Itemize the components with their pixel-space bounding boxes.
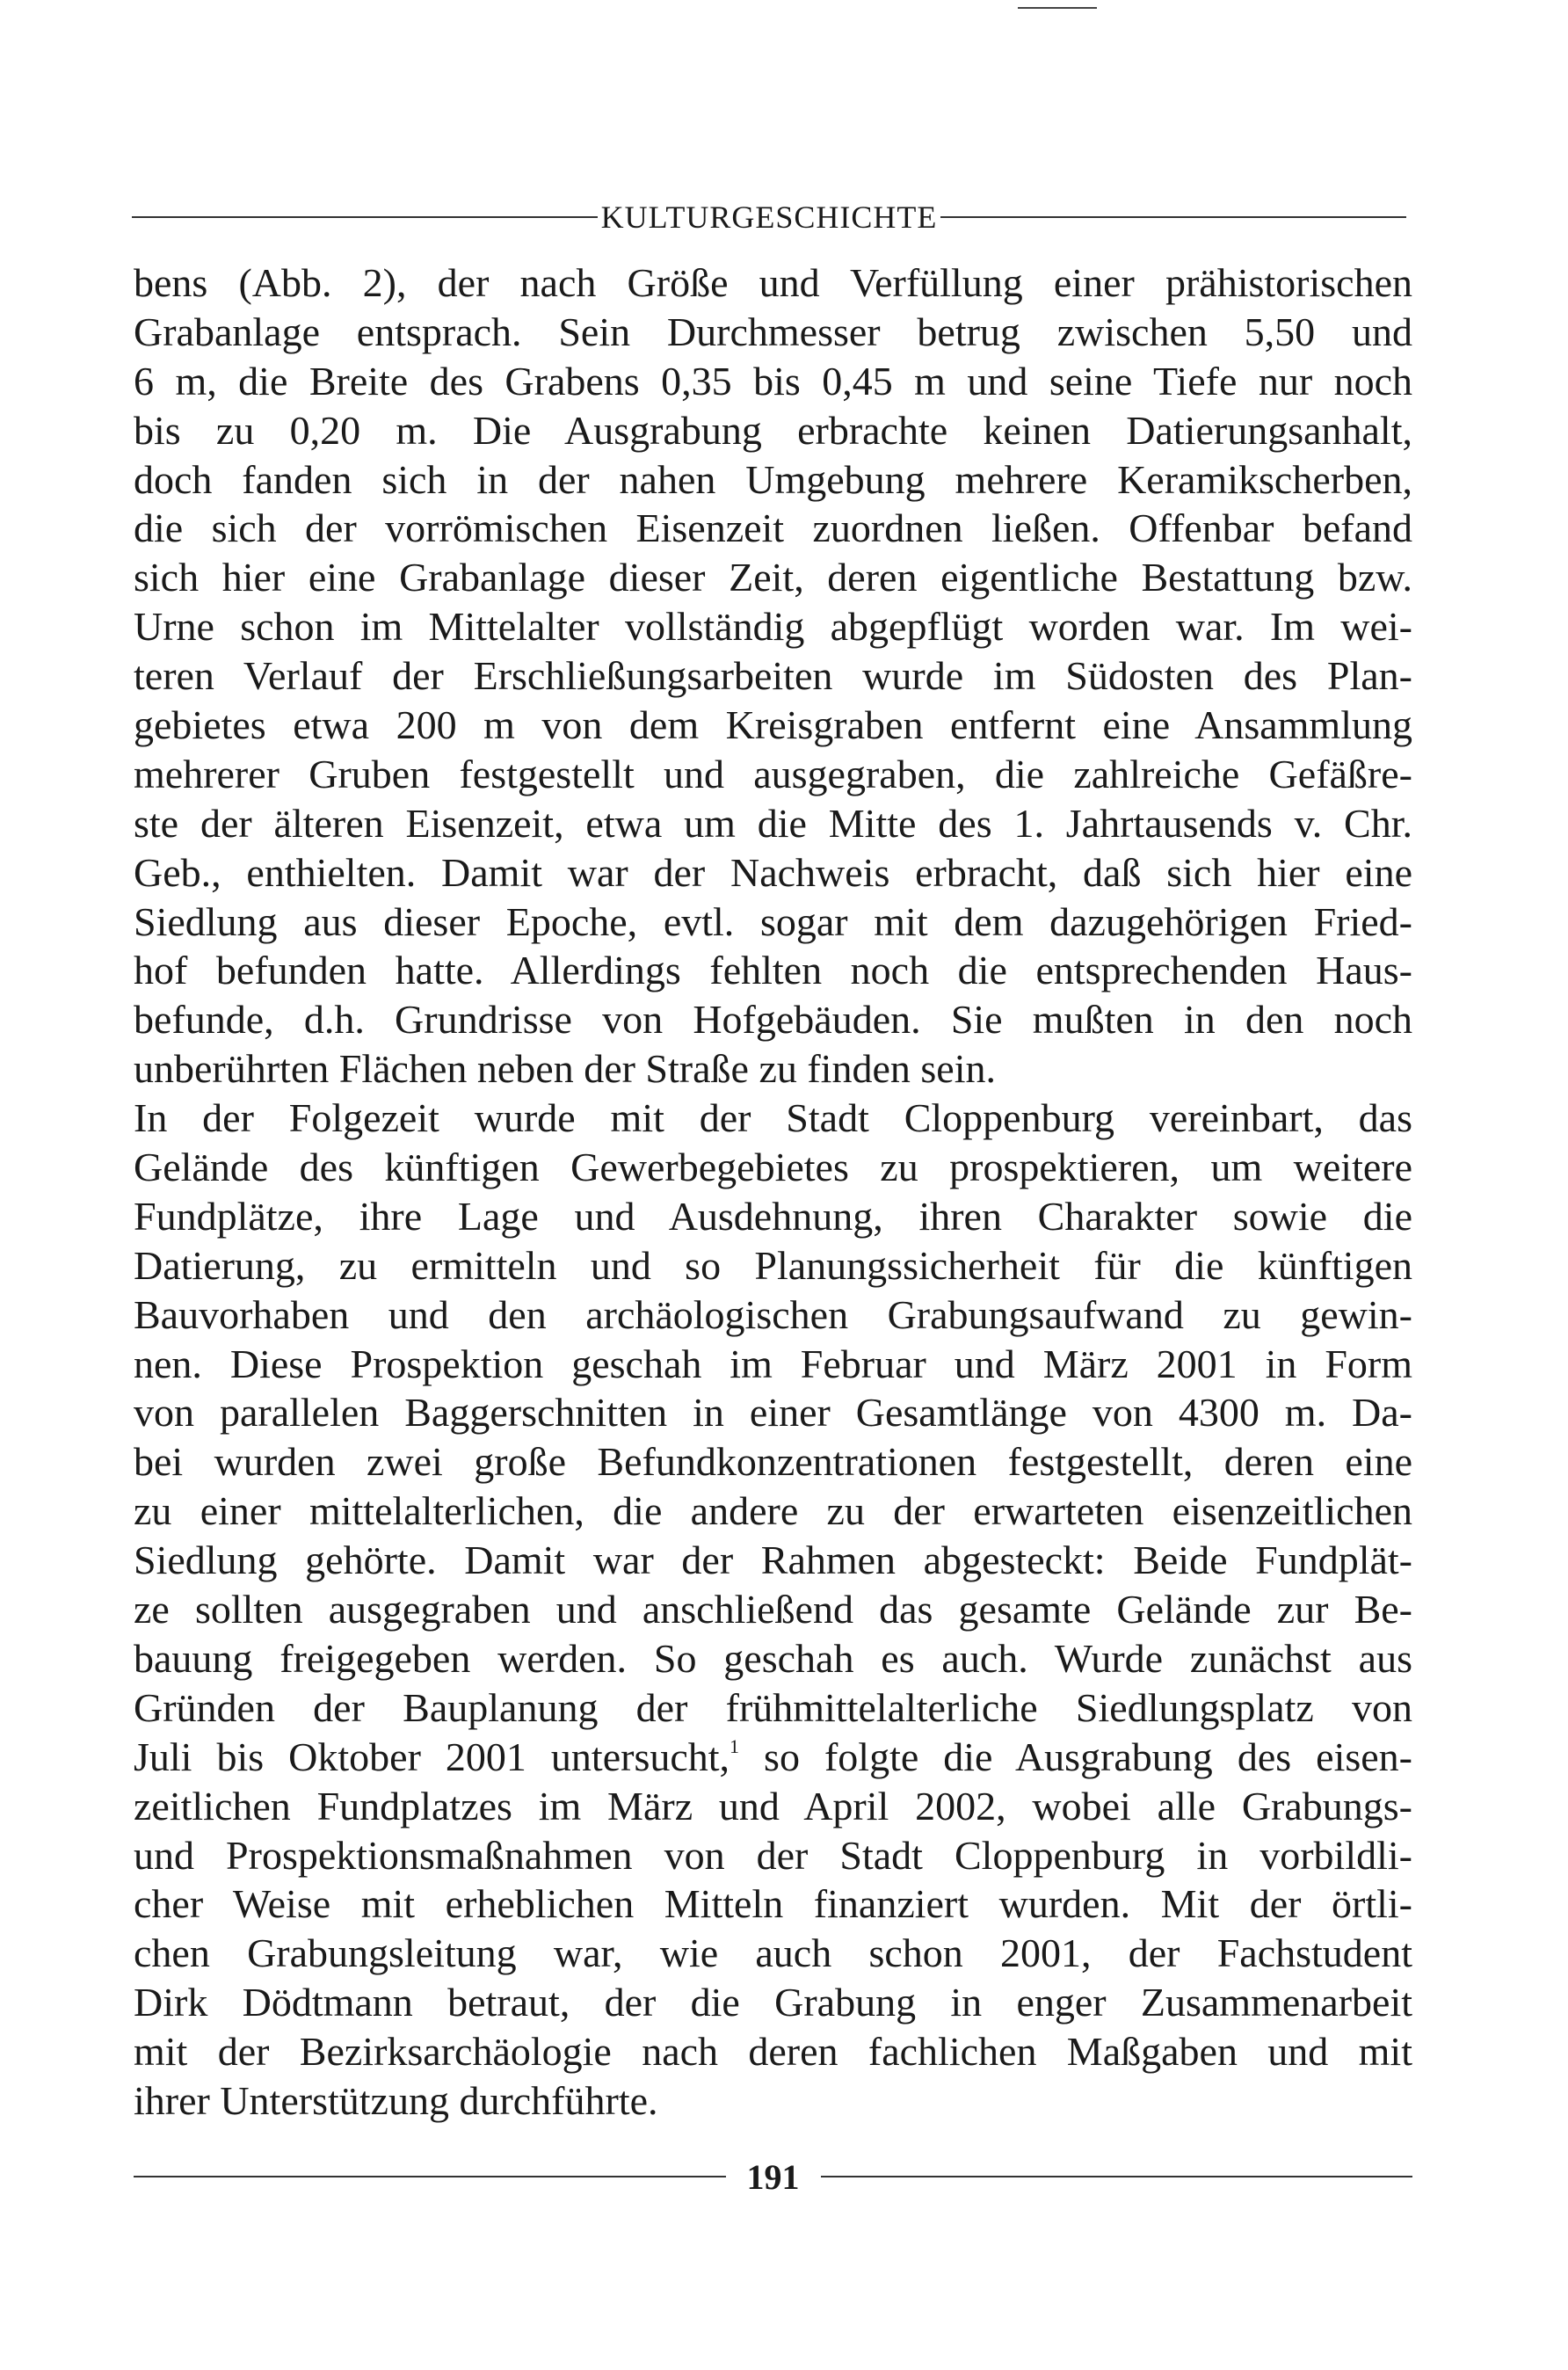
text-line: Grabanlage entsprach. Sein Durchmesser betrug zwischen 5,50 und [134, 309, 1412, 354]
text-line: mit der Bezirksarchäologie nach deren fachlichen Maßgaben und mit [134, 2029, 1412, 2075]
text-line: bauung freigegeben werden. So geschah es auch. Wurde zunächst aus [134, 1635, 1412, 1681]
body-text [134, 258, 1412, 2126]
text-line: befunde, d.h. Grundrisse von Hofgebäuden. Sie mußten in den noch [134, 997, 1412, 1043]
text-line: Datierung, zu ermitteln und so Planungssicherheit für die künftigen [134, 1242, 1412, 1288]
text-line: Gründen der Bauplanung der frühmittelalterliche Siedlungsplatz von [134, 1684, 1412, 1730]
text-line: Urne schon im Mittelalter vollständig abgepflügt worden war. Im wei- [134, 604, 1412, 650]
text-line: Dirk Dödtmann betraut, der die Grabung in enger Zusammenarbeit [134, 1980, 1412, 2025]
paragraph-end-line: ihrer Unterstützung durchführte. [134, 2077, 658, 2123]
page-number: 191 [746, 2156, 800, 2197]
header-rule-right [940, 216, 1406, 218]
text-line: doch fanden sich in der nahen Umgebung mehrere Keramikscherben, [134, 456, 1412, 502]
text-line: mehrerer Gruben festgestellt und ausgegraben, die zahlreiche Gefäßre- [134, 751, 1412, 796]
text-line: gebietes etwa 200 m von dem Kreisgraben entfernt eine Ansammlung [134, 702, 1412, 748]
running-header [132, 195, 1406, 239]
page-footer [134, 2152, 1412, 2201]
footer-rule-right [821, 2176, 1413, 2177]
paragraph-end-line: unberührten Flächen neben der Straße zu finden sein. [134, 1046, 996, 1092]
text-line: chen Grabungsleitung war, wie auch schon 2001, der Fachstudent [134, 1930, 1412, 1976]
text-line: zu einer mittelalterlichen, die andere zu der erwarteten eisenzeitlichen [134, 1488, 1412, 1534]
top-edge-rule [1018, 7, 1097, 9]
footer-rule-left [134, 2176, 726, 2177]
text-line: bis zu 0,20 m. Die Ausgrabung erbrachte keinen Datierungsanhalt, [134, 407, 1412, 453]
text-line: Bauvorhaben und den archäologischen Grabungsaufwand zu gewin- [134, 1291, 1412, 1337]
text-line: Fundplätze, ihre Lage und Ausdehnung, ihren Charakter sowie die [134, 1193, 1412, 1239]
text-line: ze sollten ausgegraben und anschließend das gesamte Gelände zur Be- [134, 1587, 1412, 1632]
text-line: In der Folgezeit wurde mit der Stadt Cloppenburg vereinbart, das [134, 1095, 1412, 1141]
header-rule-left [132, 216, 598, 218]
text-line: 6 m, die Breite des Grabens 0,35 bis 0,45 m und seine Tiefe nur noch [134, 358, 1412, 403]
text-line-with-footnote [134, 1733, 1412, 1782]
text-line: Siedlung aus dieser Epoche, evtl. sogar mit dem dazugehörigen Fried- [134, 898, 1412, 944]
text-line: von parallelen Baggerschnitten in einer Gesamtlänge von 4300 m. Da- [134, 1390, 1412, 1436]
line-text-part: Juli bis Oktober 2001 untersucht, [134, 1734, 730, 1779]
text-line: hof befunden hatte. Allerdings fehlten noch die entsprechenden Haus- [134, 948, 1412, 993]
text-line: sich hier eine Grabanlage dieser Zeit, deren eigentliche Bestattung bzw. [134, 555, 1412, 600]
text-line: cher Weise mit erheblichen Mitteln finanziert wurden. Mit der örtli- [134, 1881, 1412, 1927]
text-line: Geb., enthielten. Damit war der Nachweis erbracht, daß sich hier eine [134, 849, 1412, 895]
text-line: teren Verlauf der Erschließungsarbeiten wurde im Südosten des Plan- [134, 653, 1412, 699]
text-line: die sich der vorrömischen Eisenzeit zuordnen ließen. Offenbar befand [134, 505, 1412, 551]
text-line: und Prospektionsmaßnahmen von der Stadt Cloppenburg in vorbildli- [134, 1832, 1412, 1878]
text-line: Siedlung gehörte. Damit war der Rahmen abgesteckt: Beide Fundplät- [134, 1538, 1412, 1583]
footnote-marker[interactable]: 1 [730, 1734, 740, 1757]
text-line: ste der älteren Eisenzeit, etwa um die Mitte des 1. Jahrtausends v. Chr. [134, 800, 1412, 846]
running-header-title: KULTURGESCHICHTE [600, 200, 938, 235]
text-line: bens (Abb. 2), der nach Größe und Verfüllung einer prähistorischen [134, 260, 1412, 305]
text-line: Gelände des künftigen Gewerbegebietes zu prospektieren, um weitere [134, 1145, 1412, 1190]
text-line: nen. Diese Prospektion geschah im Februar und März 2001 in Form [134, 1341, 1412, 1386]
line-text-continuation: so folgte die Ausgrabung des eisen- [739, 1734, 1412, 1779]
text-line: bei wurden zwei große Befundkonzentrationen festgestellt, deren eine [134, 1439, 1412, 1485]
text-line: zeitlichen Fundplatzes im März und April 2002, wobei alle Grabungs- [134, 1783, 1412, 1828]
